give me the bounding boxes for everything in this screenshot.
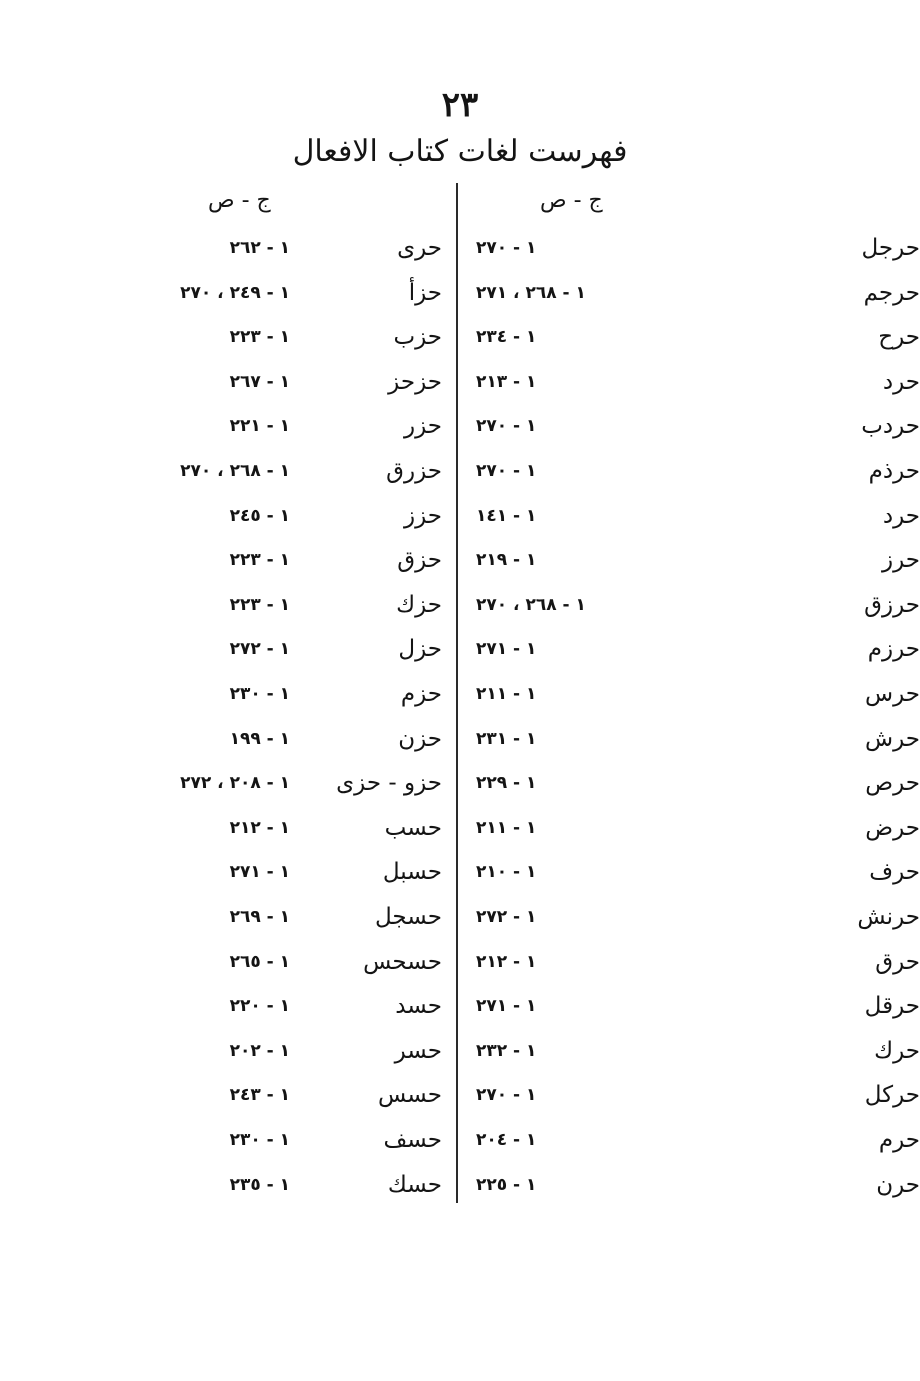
entry-word: حسد (395, 993, 442, 1020)
entry-page-reference: ١ - ٢٠٢ (229, 1040, 290, 1061)
index-entry (460, 273, 920, 313)
entry-word: حركل (864, 1082, 920, 1109)
entry-page-reference: ١ - ٢٦٢ (229, 238, 290, 258)
entry-word: حزحز (388, 368, 442, 395)
entry-word: حسك (387, 1171, 442, 1198)
entry-word: حرزق (864, 591, 920, 618)
entry-word: حرجم (863, 279, 920, 306)
index-entry (460, 763, 920, 803)
right-column-header (540, 186, 603, 216)
entry-word: حرنش (857, 904, 920, 930)
entry-word: حرن (876, 1171, 920, 1198)
index-entry (460, 629, 920, 669)
entry-page-reference: ١ - ٢٦٨ ، ٢٧٠ (180, 461, 290, 481)
entry-page-reference: ١ - ٢١٢ (229, 817, 290, 838)
index-entry (460, 1031, 920, 1071)
entry-page-reference: ١ - ٢١٢ (476, 951, 537, 972)
entry-page-reference: ١ - ٢٢٣ (229, 327, 290, 348)
entry-word: حرس (865, 681, 920, 707)
entry-page-reference: ١ - ٢٧١ (476, 639, 537, 660)
entry-word: حسب (384, 814, 442, 841)
entry-page-reference: ١ - ١٩٩ (229, 728, 290, 749)
index-entry (460, 1120, 920, 1160)
entry-word: حرص (865, 770, 920, 797)
entry-word: حرف (869, 859, 920, 886)
index-entry (460, 317, 920, 357)
index-entry (0, 897, 460, 937)
entry-page-reference: ١ - ٢٣٢ (476, 1040, 537, 1061)
entry-word: حزق (397, 547, 442, 574)
index-entry (460, 719, 920, 759)
index-entry (460, 942, 920, 982)
entry-word: حرك (874, 1037, 920, 1064)
index-entry (460, 1165, 920, 1205)
index-entry (460, 585, 920, 625)
left-column-header (208, 186, 271, 216)
entry-word: حزو - حزى (336, 770, 442, 797)
entry-page-reference: ١ - ٢٠٨ ، ٢٧٢ (180, 773, 290, 794)
entry-word: حرذم (868, 458, 920, 484)
index-entry (0, 362, 460, 402)
entry-page-reference: ١ - ٢٢٥ (476, 1174, 537, 1195)
entry-page-reference: ١ - ٢٧٢ (229, 639, 290, 660)
entry-page-reference: ١ - ٢١١ (476, 684, 537, 704)
index-entry (460, 674, 920, 714)
index-entry (460, 897, 920, 937)
index-entry (460, 986, 920, 1026)
entry-word: حسس (377, 1082, 442, 1109)
entry-page-reference: ١ - ٢٠٤ (476, 1130, 537, 1150)
index-entry (460, 808, 920, 848)
index-entry (0, 1075, 460, 1115)
entry-page-reference: ١ - ٢١٠ (476, 862, 537, 883)
index-entry (0, 406, 460, 446)
entry-page-reference: ١ - ٢١٣ (476, 371, 537, 392)
index-entry (0, 763, 460, 803)
entry-page-reference: ١ - ٢٧٠ (476, 1085, 537, 1106)
entry-word: حرقل (864, 993, 920, 1020)
entry-page-reference: ١ - ٢٦٩ (229, 907, 290, 927)
entry-page-reference: ١ - ٢٧٠ (476, 238, 537, 258)
index-entry (0, 852, 460, 892)
index-entry (460, 451, 920, 491)
entry-page-reference: ١ - ٢٧٢ (476, 907, 537, 927)
page-number: ٢٣ (441, 85, 479, 125)
entry-word: حزز (403, 502, 442, 529)
entry-word: حرى (397, 235, 442, 261)
entry-page-reference: ١ - ٢١٩ (476, 550, 537, 571)
index-entry (460, 406, 920, 446)
entry-word: حرق (875, 948, 920, 975)
index-entry (0, 1120, 460, 1160)
entry-word: حزأ (408, 279, 442, 306)
entry-word: حرح (878, 324, 920, 351)
entry-page-reference: ١ - ٢٢١ (229, 416, 290, 437)
index-entry (0, 585, 460, 625)
entry-page-reference: ١ - ٢٧١ (476, 996, 537, 1017)
index-entry (0, 986, 460, 1026)
entry-word: حسف (383, 1127, 442, 1153)
index-entry (0, 629, 460, 669)
entry-page-reference: ١ - ٢٦٨ ، ٢٧١ (476, 282, 586, 303)
index-entry (0, 808, 460, 848)
entry-page-reference: ١ - ٢٧١ (229, 862, 290, 883)
entry-word: حزك (396, 591, 442, 618)
index-entry (0, 1031, 460, 1071)
index-entry (0, 674, 460, 714)
entry-page-reference: ١ - ٢٣٤ (476, 327, 537, 348)
index-entry (0, 451, 460, 491)
entry-word: حزب (393, 324, 442, 351)
entry-page-reference: ١ - ٢٣٠ (229, 1130, 290, 1150)
entry-word: حردب (861, 413, 920, 440)
index-entry (0, 719, 460, 759)
entry-page-reference: ١ - ٢٧٠ (476, 416, 537, 437)
entry-word: حسر (394, 1037, 442, 1064)
index-entry (0, 942, 460, 982)
entry-page-reference: ١ - ٢٦٨ ، ٢٧٠ (476, 594, 586, 615)
entry-page-reference: ١ - ٢١١ (476, 817, 537, 838)
entry-word: حزرق (386, 458, 442, 484)
entry-word: حزن (398, 725, 442, 752)
entry-page-reference: ١ - ٢٧٠ (476, 461, 537, 481)
index-entry (460, 228, 920, 268)
entry-word: حزم (400, 681, 442, 707)
entry-word: حرد (882, 502, 920, 529)
index-entry (0, 496, 460, 536)
entry-page-reference: ١ - ٢٢٣ (229, 550, 290, 571)
index-entry (0, 1165, 460, 1205)
entry-word: حرزم (867, 636, 920, 663)
index-entry (460, 1075, 920, 1115)
index-entry (0, 228, 460, 268)
entry-page-reference: ١ - ٢٤٣ (229, 1085, 290, 1106)
entry-word: حسجل (374, 904, 442, 930)
right-column-header-label: ج - ص (540, 188, 603, 213)
entry-page-reference: ١ - ٢٣٠ (229, 684, 290, 704)
entry-word: حسحس (363, 948, 442, 975)
index-entry (0, 540, 460, 580)
entry-word: حرم (878, 1127, 920, 1153)
entry-word: حرض (865, 814, 920, 841)
index-entry (460, 496, 920, 536)
entry-word: حزل (398, 636, 442, 663)
index-entry (0, 273, 460, 313)
entry-word: حزر (403, 413, 442, 440)
entry-page-reference: ١ - ٢٢٠ (229, 996, 290, 1017)
entry-word: حرجل (861, 235, 920, 261)
entry-word: حسبل (382, 859, 442, 886)
index-entry (460, 540, 920, 580)
entry-page-reference: ١ - ٢٤٩ ، ٢٧٠ (180, 282, 290, 303)
entry-page-reference: ١ - ٢٤٥ (229, 505, 290, 526)
entry-page-reference: ١ - ٢٢٩ (476, 773, 537, 794)
entry-word: حرد (882, 368, 920, 395)
entry-page-reference: ١ - ٢٣٥ (229, 1174, 290, 1195)
page-title: فهرست لغات كتاب الافعال (292, 134, 628, 169)
index-entry (460, 362, 920, 402)
entry-word: حرش (865, 725, 920, 752)
entry-page-reference: ١ - ٢٦٥ (229, 951, 290, 972)
index-entry (460, 852, 920, 892)
entry-page-reference: ١ - ٢٣١ (476, 728, 537, 749)
left-column-header-label: ج - ص (208, 188, 271, 213)
index-entry (0, 317, 460, 357)
entry-page-reference: ١ - ١٤١ (476, 505, 537, 526)
entry-word: حرز (881, 547, 920, 574)
entry-page-reference: ١ - ٢٦٧ (229, 371, 290, 392)
entry-page-reference: ١ - ٢٢٣ (229, 594, 290, 615)
